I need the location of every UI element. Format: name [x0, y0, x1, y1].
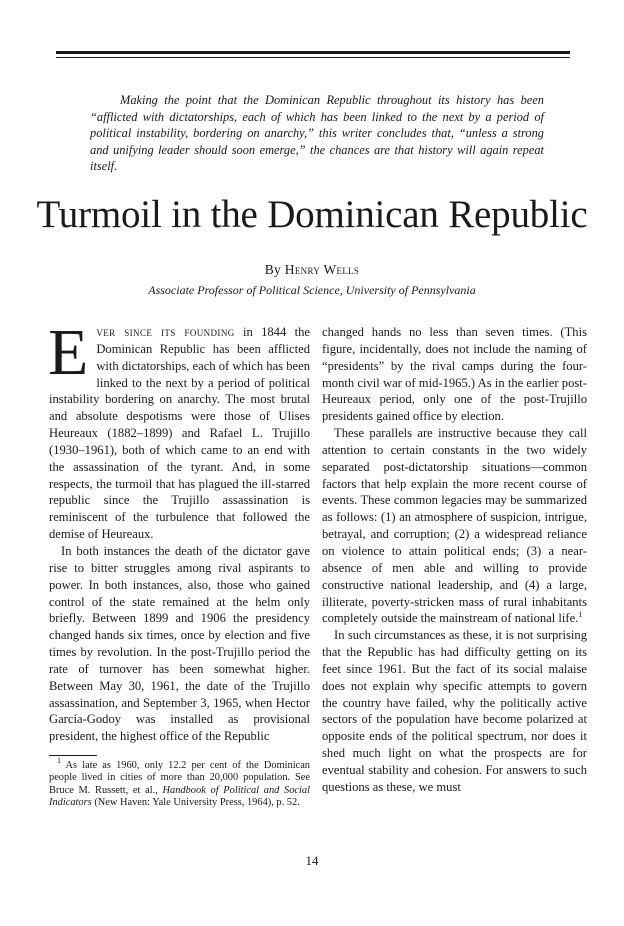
- body-text: in 1844 the Dominican Republic has been afflicted with dictatorships, each of which has been linked to the next by a period of political instability bordering on anarchy. The most brutal and absolute despotisms were those of Ulises Heureaux (1882–1899) and Rafael L. Trujillo (1930–1961), both of which came to an end with the assassination of the tyrant. And, in some respects, the turmoil that has plagued the ill-starred republic since the Trujillo assassination is reminiscent of the turbulence that followed the demise of Heureaux.: [49, 325, 311, 542]
- body-paragraph: [322, 425, 587, 627]
- article-abstract: Making the point that the Dominican Republic throughout its history has been “afflicted with dictatorships, each of which has been linked to the next by a period of political instability, bordering on anarchy,” this writer concludes that, “unless a strong and unifying leader should soon emerge,” the chances are that history will again repeat itself.: [90, 93, 544, 174]
- author-affiliation: Associate Professor of Political Science, University of Pennsylvania: [148, 283, 476, 297]
- page-number: 14: [305, 853, 319, 868]
- footnote-text-end: (New Haven: Yale University Press, 1964), p. 52.: [91, 796, 300, 808]
- footnote-text: As late as 1960, only 12.2 per cent of the Dominican people lived in cities of more than 20,000 population. See Bruce M. Russett, et al.,: [49, 760, 310, 796]
- author-name: Henry Wells: [284, 262, 360, 277]
- body-text: These parallels are instructive because they call attention to certain constants in the two widely separated post-dictatorship situations—common factors that help explain the more recent course of events. These common legacies may be summarized as follows: (1) an atmosphere of suspicion, intrigue, betrayal, and corruption; (2) a widespread reliance on violence to attain political ends; (3) a near-absence of men able and willing to provide constructive national leadership, and (4) a large, illiterate, poverty-stricken mass of rural inhabitants completely outside the mainstream of national life.: [322, 426, 587, 626]
- footnote-book-title: Handbook of Political and Social Indicators: [49, 784, 310, 808]
- header-rule-thin: [56, 57, 570, 58]
- byline: [0, 262, 624, 278]
- footnote: [49, 756, 310, 809]
- body-paragraph: changed hands no less than seven times. (This figure, incidentally, does not include the naming of “presidents” by the rival camps during the four-month civil war of mid-1965.) As in the earlier post-Heureaux period, only one of the post-Trujillo presidents gained office by election.: [322, 325, 587, 424]
- footnote-reference: 1: [578, 610, 583, 620]
- body-paragraph: [48, 316, 311, 543]
- opening-words: ver since its founding: [96, 325, 235, 339]
- drop-cap: E: [48, 316, 89, 389]
- footnote-number: 1: [57, 756, 61, 765]
- body-column-left: [48, 316, 311, 745]
- body-column-right: [322, 324, 587, 796]
- byline-by: By: [264, 262, 282, 277]
- body-paragraph: In such circumstances as these, it is not surprising that the Republic has had difficulty getting on its feet since 1961. But the fact of its social malaise does not explain why specific attempts to govern the country have failed, why the politically active sectors of the population have become polarized at opposite ends of the political spectrum, nor does it shed much light on what the prospects are for eventual stability and cohesion. For answers to such questions as these, we must: [322, 628, 587, 794]
- header-rule-thick: [56, 51, 570, 54]
- body-paragraph: In both instances the death of the dictator gave rise to bitter struggles among rival aspirants to power. In both instances, also, those who gained control of the state remained at the helm only briefly. Between 1899 and 1906 the presidency changed hands six times, once by election and five times by revolution. In the post-Trujillo period the rate of turnover has been somewhat higher. Between May 30, 1961, the date of the Trujillo assassination, and September 3, 1965, when Hector García-Godoy was installed as provisional president, the highest office of the Republic: [49, 543, 310, 744]
- article-title: Turmoil in the Dominican Republic: [36, 193, 588, 236]
